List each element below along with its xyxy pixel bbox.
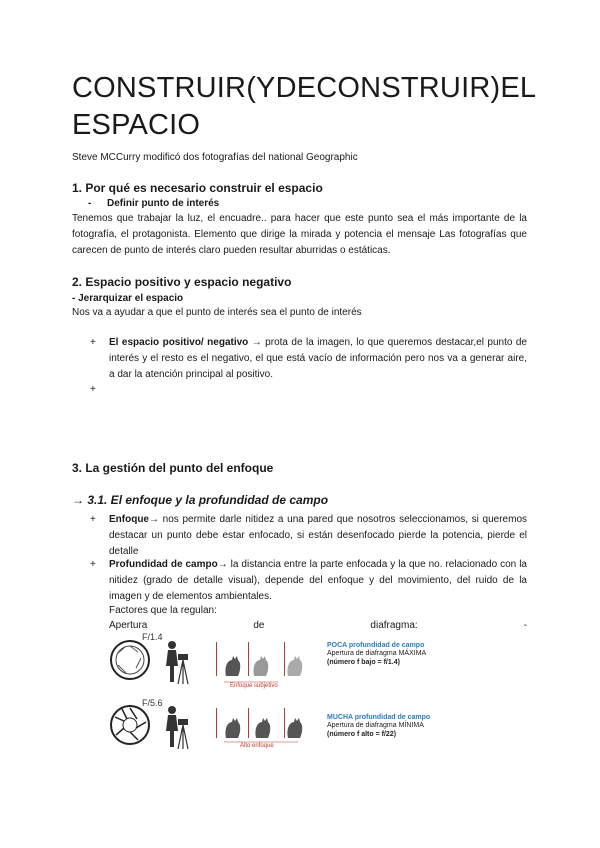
apertura-word-3: diafragma: <box>370 620 418 631</box>
page-title <box>72 70 537 144</box>
aperture-wide-icon <box>111 641 149 679</box>
factors-line: Factores que la regulan: <box>109 605 217 616</box>
section3-heading: 3. La gestión del punto del enfoque <box>72 461 274 475</box>
apertura-word-1: Apertura <box>109 620 148 631</box>
section3-subheading: → 3.1. El enfoque y la profundidad de campo <box>72 493 329 507</box>
apertura-word-2: de <box>253 620 265 631</box>
item1-rest: → nos permite darle nitidez a una pared que nosotros seleccionamos, si queremos destacar un punto debe estar enfocado, si están desenfocado pierde la potencia, pierde el detalle <box>109 514 527 557</box>
item2-rest: → la distancia entre la parte enfocada y la que no. relacionado con la nitidez (grado de detalle visual), depende del enfoque y del movimiento, del ruido de la imagen y de elementos ambientales. <box>109 559 527 602</box>
section2-heading: 2. Espacio positivo y espacio negativo <box>72 275 292 289</box>
item1-bold: Enfoque <box>109 514 149 525</box>
section1-paragraph: Tenemos que trabajar la luz, el encuadre.. para hacer que este punto sea el más importante de la fotografía, el protagonista. Elemento que dirige la mirada y potencia el mensaje Las fotografías que carecen de punto de interés claro pueden resultar aburridas o estáticas. <box>72 213 527 256</box>
title-word-1: CONSTRUIR <box>72 72 247 104</box>
caption-row2-line2: (número f alto = f/22) <box>327 731 397 738</box>
apertura-word-4: - <box>523 620 527 631</box>
apertura-line <box>109 618 527 633</box>
subtitle: Steve MCCurry modificó dos fotografías del national Geographic <box>72 152 358 163</box>
item2-bold: Profundidad de campo <box>109 559 218 570</box>
section3-item2 <box>109 557 527 605</box>
caption-row1-line2: (número f bajo = f/1.4) <box>327 659 400 666</box>
section2-item-rest: → prota de la imagen, lo que queremos destacar,el punto de interés y el resto es el negativo, el que está vacío de información pero nos va a generar aire, a dar la atención principal al positivo. <box>109 337 527 380</box>
plus-marker-4: + <box>90 559 96 570</box>
caption-row2-line1: Apertura de diafragma MÍNIMA <box>327 722 424 729</box>
fstop-row2: F/5.6 <box>142 698 163 708</box>
title-word-3: DECONSTRUIR) <box>275 72 501 104</box>
cats-row-2 <box>216 708 302 742</box>
red-label-row2: Alto enfoque <box>240 743 274 749</box>
title-word-2: (Y <box>246 72 276 104</box>
photographer-icon-1 <box>166 641 188 684</box>
caption-row1 <box>327 642 437 667</box>
section2-sub: - Jerarquizar el espacio <box>72 293 184 304</box>
plus-marker-2: + <box>90 384 96 395</box>
section2-line: Nos va a ayudar a que el punto de interés sea el punto de interés <box>72 307 362 318</box>
caption-row2-title: MUCHA profundidad de campo <box>327 714 431 721</box>
caption-row1-title: POCA profundidad de campo <box>327 642 425 649</box>
title-word-4: EL <box>500 72 537 104</box>
section2-item-bold: El espacio positivo/ negativo <box>109 337 249 348</box>
caption-row2 <box>327 714 437 739</box>
plus-marker-1: + <box>90 337 96 348</box>
section2-item <box>109 335 527 383</box>
photographer-icon-2 <box>166 706 188 749</box>
section1-heading: 1. Por qué es necesario construir el espacio <box>72 181 323 195</box>
cats-row-1 <box>216 642 302 682</box>
red-label-row1: Enfoque subjetivo <box>230 683 278 689</box>
fstop-row1: F/1.4 <box>142 632 163 642</box>
aperture-narrow-icon <box>111 706 149 744</box>
plus-marker-3: + <box>90 514 96 525</box>
section1-bullet: Definir punto de interés <box>107 198 220 209</box>
section1-bullet-marker: - <box>88 198 92 209</box>
title-line-2: ESPACIO <box>72 109 201 141</box>
caption-row1-line1: Apertura de diafragma MÁXIMA <box>327 650 427 657</box>
section3-item1 <box>109 512 527 560</box>
